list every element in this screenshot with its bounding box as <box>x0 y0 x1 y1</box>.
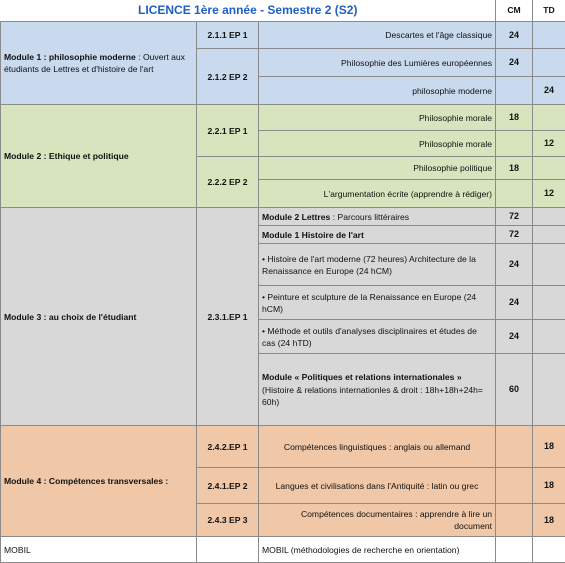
cm-value: 24 <box>496 320 533 354</box>
td-value <box>533 286 565 320</box>
module-3-ep1-code: 2.3.1.EP 1 <box>197 208 259 426</box>
td-value: 18 <box>533 504 565 537</box>
cm-value <box>496 537 533 563</box>
cm-value: 60 <box>496 354 533 426</box>
course-label-rest: • Méthode et outils d'analyses disciplinaires et études de cas (24 hTD) <box>262 326 477 348</box>
column-header-td: TD <box>533 0 565 22</box>
mobil-label: MOBIL (méthodologies de recherche en orientation) <box>259 537 496 563</box>
course-label <box>259 244 496 286</box>
td-value: 18 <box>533 468 565 504</box>
course-label <box>259 286 496 320</box>
td-value <box>533 105 565 131</box>
module-1-title <box>1 22 197 105</box>
td-value <box>533 157 565 180</box>
cm-value <box>496 504 533 537</box>
td-value <box>533 244 565 286</box>
course-label-bold: Module « Politiques et relations internationales » <box>262 371 492 383</box>
cm-value <box>496 131 533 157</box>
cm-value <box>496 468 533 504</box>
module-2-ep1-code: 2.2.1 EP 1 <box>197 105 259 157</box>
page-title: LICENCE 1ère année - Semestre 2 (S2) <box>1 0 496 22</box>
cm-value: 24 <box>496 244 533 286</box>
mobil-code <box>197 537 259 563</box>
cm-value: 24 <box>496 22 533 49</box>
module-2-ep2-code: 2.2.2 EP 2 <box>197 157 259 208</box>
cm-value: 24 <box>496 286 533 320</box>
table-row <box>1 22 565 49</box>
module-3-title: Module 3 : au choix de l'étudiant <box>1 208 197 426</box>
td-value: 18 <box>533 426 565 468</box>
cm-value <box>496 77 533 105</box>
cm-value: 18 <box>496 157 533 180</box>
course-label-rest: (Histoire & relations internationles & droit : 18h+18h+24h= 60h) <box>262 385 483 407</box>
course-label: Philosophie politique <box>259 157 496 180</box>
course-label: Compétences linguistiques : anglais ou allemand <box>259 426 496 468</box>
td-value <box>533 49 565 77</box>
td-value <box>533 22 565 49</box>
course-label: Philosophie morale <box>259 105 496 131</box>
cm-value <box>496 426 533 468</box>
course-label <box>259 354 496 426</box>
td-value <box>533 354 565 426</box>
cm-value: 72 <box>496 226 533 244</box>
cm-value: 72 <box>496 208 533 226</box>
course-label-rest: • Peinture et sculpture de la Renaissance en Europe (24 hCM) <box>262 292 476 314</box>
module-1-ep2-code: 2.1.2 EP 2 <box>197 49 259 105</box>
module-1-ep1-code: 2.1.1 EP 1 <box>197 22 259 49</box>
module-4-ep-code: 2.4.2.EP 1 <box>197 426 259 468</box>
course-label: L'argumentation écrite (apprendre à rédiger) <box>259 180 496 208</box>
course-label-rest: : Parcours littéraires <box>330 212 409 222</box>
td-value: 24 <box>533 77 565 105</box>
course-label <box>259 226 496 244</box>
column-header-cm: CM <box>496 0 533 22</box>
td-value <box>533 208 565 226</box>
cm-value: 18 <box>496 105 533 131</box>
module-1-title-bold: Module 1 : philosophie moderne <box>4 52 136 62</box>
course-label-bold: Module 2 Lettres <box>262 212 330 222</box>
td-value <box>533 320 565 354</box>
course-label: Langues et civilisations dans l'Antiquité : latin ou grec <box>259 468 496 504</box>
course-label: Philosophie morale <box>259 131 496 157</box>
table-row <box>1 208 565 226</box>
module-4-ep-code: 2.4.3 EP 3 <box>197 504 259 537</box>
cm-value: 24 <box>496 49 533 77</box>
course-label: Compétences documentaires : apprendre à lire un document <box>259 504 496 537</box>
course-label <box>259 320 496 354</box>
header-row <box>1 0 565 22</box>
td-value <box>533 226 565 244</box>
td-value <box>533 537 565 563</box>
course-label: Descartes et l'âge classique <box>259 22 496 49</box>
course-label-bold: Module 1 Histoire de l'art <box>262 230 364 240</box>
module-4-title: Module 4 : Compétences transversales : <box>1 426 197 537</box>
module-2-title: Module 2 : Ethique et politique <box>1 105 197 208</box>
course-label: Philosophie des Lumières européennes <box>259 49 496 77</box>
table-row <box>1 426 565 468</box>
course-label <box>259 208 496 226</box>
course-label: philosophie moderne <box>259 77 496 105</box>
cm-value <box>496 180 533 208</box>
table-row <box>1 105 565 131</box>
td-value: 12 <box>533 131 565 157</box>
td-value: 12 <box>533 180 565 208</box>
table-row <box>1 537 565 563</box>
course-label-rest: • Histoire de l'art moderne (72 heures) Architecture de la Renaissance en Europe (24 hCM) <box>262 254 476 276</box>
mobil-title: MOBIL <box>1 537 197 563</box>
module-1-title-rest: : Ouvert aux étudiants de Lettres et d'histoire de l'art <box>4 52 185 74</box>
module-4-ep-code: 2.4.1.EP 2 <box>197 468 259 504</box>
